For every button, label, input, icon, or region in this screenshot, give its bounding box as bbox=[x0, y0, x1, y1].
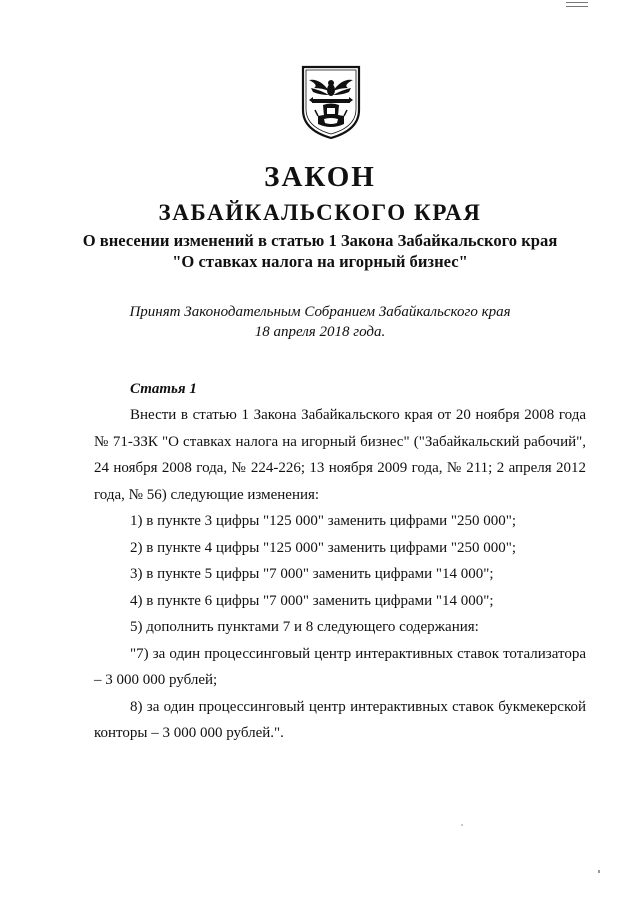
scan-speck bbox=[461, 824, 463, 826]
adoption-date: 18 апреля 2018 года. bbox=[254, 324, 386, 340]
document-region-title: ЗАБАЙКАЛЬСКОГО КРАЯ bbox=[158, 200, 482, 225]
article-intro-paragraph: Внести в статью 1 Закона Забайкальского края от 20 ноября 2008 года № 71-ЗЗК "О ставках налога на игорный бизнес" ("Забайкальский рабочий", 24 ноября 2008 года, № 224-226; 13 ноября 2009 года, № 211; 2 апреля 2012 года, № 56) следующие изменения: bbox=[94, 407, 586, 503]
article-item: 2) в пункте 4 цифры "125 000" заменить цифрами "250 000"; bbox=[130, 539, 517, 556]
article-item: 3) в пункте 5 цифры "7 000" заменить цифрами "14 000"; bbox=[130, 566, 494, 582]
article-item: 1) в пункте 3 цифры "125 000" заменить цифрами "250 000"; bbox=[130, 513, 517, 529]
article-item: 8) за один процессинговый центр интерактивных ставок букмекерской конторы – 3 000 000 рублей.". bbox=[94, 698, 586, 741]
subtitle-line-2: "О ставках налога на игорный бизнес" bbox=[172, 252, 468, 271]
article-item: 4) в пункте 6 цифры "7 000" заменить цифрами "14 000"; bbox=[130, 592, 494, 609]
adoption-note bbox=[0, 302, 640, 342]
article-body bbox=[94, 402, 586, 747]
article-heading: Статья 1 bbox=[130, 381, 197, 397]
article-item: 5) дополнить пунктами 7 и 8 следующего содержания: bbox=[130, 619, 479, 635]
article-item: "7) за один процессинговый центр интерактивных ставок тотализатора – 3 000 000 рублей; bbox=[94, 645, 586, 688]
coat-of-arms-emblem bbox=[300, 64, 362, 140]
subtitle-line-1: О внесении изменений в статью 1 Закона Забайкальского края bbox=[82, 231, 558, 250]
document-title: ЗАКОН bbox=[264, 161, 376, 193]
scan-speck bbox=[598, 870, 600, 873]
adoption-line-1: Принят Законодательным Собранием Забайкальского края bbox=[129, 304, 511, 320]
document-subtitle bbox=[0, 230, 640, 272]
scan-corner-mark bbox=[566, 2, 588, 7]
